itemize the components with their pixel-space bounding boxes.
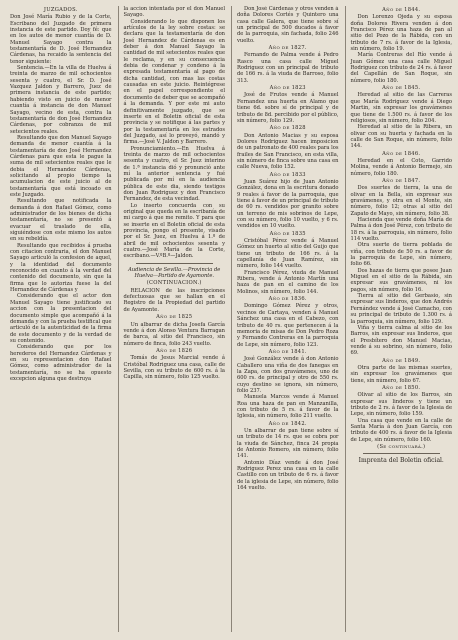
paragraph: Considerando que por los herederos del Hernandez Cárdenas y en su representacion don Rafael Gómez, como administrador de la testamentaría, no se ha opuesto excepcion alguna que destruya [10, 344, 112, 382]
column-3 [231, 6, 339, 632]
column-4 [345, 6, 453, 632]
paragraph: Resultando que don Manuel Sayago demanda de menor cuantía á la testamentaría de don José Hernandez Cárdenas para que esta le pague la suma de mil setecientos reales que le debia el Hernandez Cárdenas, solicitando al propio tiempo la acumulacion de este juicio al de testamentaría que está incoado en este Juzgado. [10, 134, 112, 198]
entry-text: Tomás de Jesus Marcial vende á Cristóbal Rodriguez una casa, calle de Sevilla, con su tributo de 600 rs. á la Capilla, sin número, folio 125 vuelto. [123, 355, 225, 381]
paragraph: Sentencia.—En la villa de Huelva á treinta de marzo de mil ochocientos sesenta y cuatro, el Sr. D. José Vazquez Jaldon y Barrero, Juez de primera instancia de este partido; habiendo visto en juicio de menor cuantía á instancia de don Manuel Sayago, vecino de esta, contra la testamentaría de don José Hernandez Cárdenas, por cobranza de mil setecientos reales. [10, 65, 112, 135]
entry-text: Viña y tierra calma al sitio de los Barros, sin expresar sus linderos, que el Presbítero don Manuel Macias, vende á su sobrino, sin número, folio 69. [350, 324, 452, 357]
entry-text: Otra suerte de tierra poblada de viña, con tributo de 50 rs. a favor de la parroquia de Lepe, sin número, folio 66. [350, 242, 452, 268]
entry-text: José de Frutos vende á Manuel Fernandez una huerta en Alamo que tiene 6d. sobre sí de principal y de tributo de 8d. percibido por el público, sin número, folio 129. [237, 92, 339, 124]
year-heading: Año de 1833 [269, 171, 306, 178]
year-heading: Año de 1826 [156, 347, 193, 354]
year-heading: Año de 1842. [268, 420, 307, 427]
year-heading: Año de 1846. [382, 150, 421, 157]
entry-text: Un albarrar de pan tiene sobre sí un tributo de 14 rs. que se cobra por la viuda de Sánchez, finca 24 propia de Antonio Romero, sin número, folio 141. [237, 428, 339, 460]
entry-text: Antonio Díaz vende á don José Rodriguez Perez una casa en la calle Castillo con un tributo de 6 rs. á favor de la iglesia de Lepe, sin número, folio 164 vuelto. [237, 459, 339, 492]
year-heading: Año de 1850. [382, 384, 421, 391]
entry-text: Olivar al sitio de los Barros, sin expresar sus linderos y tiene un tributo de 2 rs. á favor de la Iglesia de Lepe, sin número, folio 159. [350, 392, 452, 418]
entry-text: Don José Cárdenas y otros venden á doña Dolores Cortés y Quintero una casa calle Galera, que tiene sobre sí un principal de 500 ducados á favor de la parroquia, sin fachada, folio 246 vuelto. [237, 6, 339, 44]
imprint-line: Imprenta del Boletin oficial. [358, 457, 444, 465]
entry-text: Don Lorenzo Ojeda y su esposa doña Dolores Rivera venden á don Francisco Pérez una haza de pan al sitio del Pozo de la Rábida, con un tributo de 7 rs. á favor de la Iglesia, sin número, folio 19. [350, 14, 452, 53]
entry-text: Tierra al sitio del Gerbasio, sin expresar sus linderos, que don Andrés Fernández vende á José Camacho, con su principal de tributo de 1.300 rs. á la parroquia, sin número, folio 129. [350, 293, 452, 325]
paragraph: Don José María Rubio y de la Corte, Escribano del Juzgado de primera instancia de este partido. Doy fé: que en los autos de menor cuantía de D. Manuel Sayago contra la testamentaría de D. José Hernandez Cárdenas, ha recaido la sentencia del tenor siguiente: [10, 14, 112, 65]
entry-text: Heredad al sitio de la Ribera, un olivar con su huerta y fachada en la calle de San Roque, sin número, folio 144. [350, 124, 452, 150]
entry-text: Heredad al sitio de las Carreras que María Rodriguez vende á Diego Martin, sin expresar los gravámenes que tiene de 1.500 rs. á favor de los religiosos, sin número, folio 204. [350, 92, 452, 124]
year-heading: Año de 1828 [269, 125, 306, 132]
entry-text: Otra parte de las mismas suertes, sin expresar los gravámenes que tiene, sin número, folio 67. [350, 364, 452, 384]
paragraph: Resultando que recibidos á prueba con citacion contraria, el don Manuel Sayago articuló la confesion de aquel, y la identidad del documento reconocido en cuanto á la verdad del contenido del documento, sin que la firma que lo autoriza fuese la del Hernandez de Cárdenas y [10, 242, 112, 294]
paragraph: Pronunciamiento.—En Huelva á treinta de marzo de mil ochocientos sesenta y cuatro, el Sr. Juez interino de 1.ª instancia dió y pronunció ante mí la anterior sentencia y fué publicada por mí en la audiencia pública de este dia, siendo testigos don Juan Rodriguez y don Francisco Fernandez, de esta vecindad. [123, 145, 225, 203]
paragraph: Resultando que notificada la demanda á don Rafael Gómez, como administrador de los bienes de dicha testamentaría, no se presentó á evacuar el traslado de ella, siguiéndose con este mismo los autos en su rebeldía. [10, 198, 112, 243]
paragraph: Considerando lo que disponen los artículos de la ley sobre costas: se declara que la testamentaría de don José Hernandez de Cárdenas es en deber á don Manuel Sayago la cantidad de mil setecientos reales que le reclama, y en su consecuencia debia de condenar y condeno á la expresada testamentaría al pago de dicha cantidad, con mas las costas causadas en este juicio. Reintégrese en el papel correspondiente el documento de deber que se acompañó á la demanda. Y por este mi auto definitivamente juzgado, que se inserte en el Boletin oficial de esta provincia y se notifique á las partes y por la testamentaría en los estrados del Juzgado, así lo proveyó, mandó y firma.—José V. Jaldon y Barrero. [123, 18, 225, 146]
year-heading: Año de 1827. [268, 45, 307, 52]
section-caption: Audiencia de Sevilla.—Provincia de Huelva—Partido de Ayamonte. [128, 266, 221, 280]
year-heading: Año de 1841. [268, 348, 307, 355]
paragraph: la accion intentada por el don Manuel Sayago. [123, 6, 225, 19]
continued-note: (Se continuará.) [377, 444, 426, 451]
entry-text: Heredad en el Coto, Garrido Molina, vende á Antonio Bermejo, sin número, folio 180. [350, 157, 452, 177]
year-heading: Año de 1844. [382, 7, 421, 13]
divider-rule [363, 453, 441, 454]
entry-text: Hacienda que vende doña María de Palma á don José Pérez, con tributo de 18 rs. á la parroquia, sin número, folio 114 vuelto. [350, 217, 452, 243]
column-1 [10, 6, 112, 632]
column-2 [118, 6, 226, 632]
entry-text: Dos hazas de tierra que posee Juan Miguel en el sitio de la Rábida, sin expresar sus gravámenes, ni los pagos, sin número, folio 16. [350, 267, 452, 293]
entry-text: Don Antonio Macias y su esposa Dolores Rodriguez hacen imposicion de un patronato de 400 reales para los frailes de San Francisco, en esta villa, sin número de finca sobre una casa en calle Nueva, folio 152. [237, 132, 339, 171]
columns [10, 6, 452, 632]
year-heading: Año de 1845. [382, 85, 421, 92]
entry-text: Fernando de Palma vende á Pedro Rasco una casa calle Miguel Rodriguez con un principal de tributo de 166 rs. á la viuda de Barroso, folio 313. [237, 52, 339, 84]
entry-text: Cristóbal Pérez vende á Manuel Gómez un huerto al sitio del Guijo que tiene un tributo de 166 rs. á la capellanía de Juan Ramírez, sin número, folio 144 vuelto. [237, 238, 339, 270]
year-heading: Año de 1836. [268, 296, 307, 303]
divider-rule [136, 263, 214, 264]
entry-text: José González vende á don Antonio Caballero una viña de dos fanegas en la Zapa, con dos gravámenes, uno de 600 rs. de principal y otro de 550 rs. cuyo destino se ignora, sin número, folio 237. [237, 356, 339, 394]
year-heading: Año de 1847. [382, 177, 421, 184]
year-heading: Año de 1823 [269, 85, 306, 92]
entry-text: Juan Suárez hijo de Juan Antonio González, dona en la escritura donado 9 reales á favor de la parroquia, que tiene á favor de un principal de tributo de 60 rs. vendidos por granito sobre un terreno de mis sobrinos de Lepe, con su número, folio 10 vuelto, y 6 rs. vendidos en 10 vuelto. [237, 178, 339, 230]
register-title: RELACION de las inscripciones defectuosas que se hallan en el Registro de la Propiedad del partido de Ayamonte. [123, 287, 225, 313]
year-heading: Año de 1835 [269, 230, 306, 237]
paragraph: Considerando que el actor don Manuel Sayago tiene justificado su accion con la presentacion del documento simple que acompañó á la demanda y con la prueba testifical que articuló de la autenticidad de la firma de este documento y de la verdad de su contenido. [10, 293, 112, 344]
entry-text: Manuela Marcos vende á Manuel Roa una haza de pan en Manzanilla, con tributo de 5 rs. á favor de la Iglesia, sin número, folio 211 vuelto. [237, 394, 339, 420]
entry-text: María Contreras del Río vende á Juan Gómez una casa calle Miguel Rodriguez con tributo de 24 rs. á favor del Capellán de San Roque, sin número, folio 180. [350, 52, 452, 84]
entry-text: Domingo Gómez Pérez y otros, vecinos de Cartaya, venden á Manuel Sánchez una casa en el Cabezo, con tributo de 40 rs. que pertenecen á la memoria de misas de Don Pedro Roza y Fernando Contreras en la parroquia de Lepe, sin número, folio 123. [237, 303, 339, 348]
year-heading: Año de 1849. [382, 357, 421, 364]
entry-text: Dos suertes de tierra, la una de olivar en la Bella, sin expresar sus gravámenes, y otra en el Monte, sin número, folio 12; otras al sitio del Zapato de Mayo, sin número, folio 38. [350, 185, 452, 217]
entry-text: Un albarrar de dicha Josefa García vende á don Alonso Ventura Barragan de barca, al sitio del Francisco, sin número de finca, folio 243 vuelto. [123, 321, 225, 347]
continuation-label: (CONTINUACION.) [146, 280, 202, 287]
entry-text: Francisco Pérez, viuda de Manuel Ribera, vende á Antonio Martín una haza de pan en el camino de los Molinos, sin número, folio 144. [237, 269, 339, 295]
section-heading: JUZGADOS. [43, 7, 78, 13]
entry-text: Una casa que vende en la calle de Santa María á don Juan García, con tributo de 400 rs. á favor de la Iglesia de Lepe, sin número, folio 160. [350, 417, 452, 443]
paragraph: Lo inserto concuerda con su original que queda en la escribanía de mi cargo á que me remito. Y para que se inserte en el Boletin oficial de esta provincia, pongo el presente, visado por el Sr. Juez, en Huelva á 1.º de abril de mil ochocientos sesenta y cuatro.—José María de la Corte, escribano.—V.ºB.º—Jaldon. [123, 202, 225, 260]
year-heading: Año de 1825 [156, 314, 193, 321]
